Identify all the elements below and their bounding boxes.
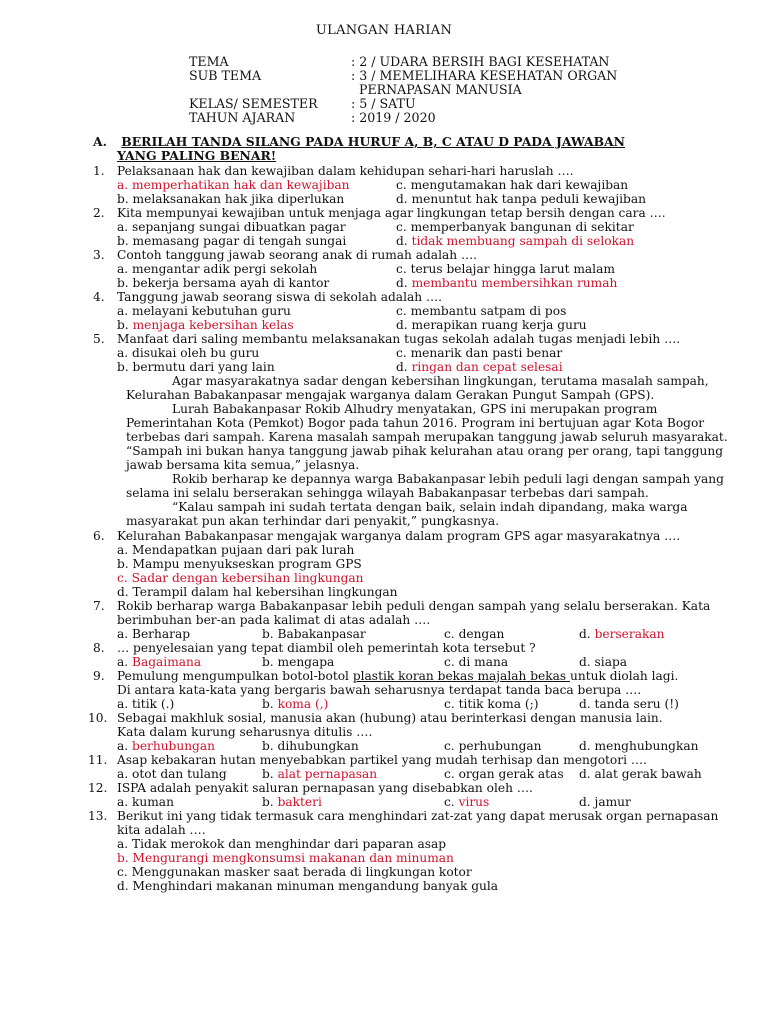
q11-number: 11.: [88, 753, 108, 767]
q5-option-b: b. bermutu dari yang lain: [117, 360, 275, 374]
q9-underlined-words: plastik koran bekas majalah bekas: [352, 669, 570, 683]
q3-option-d: [396, 276, 617, 290]
q7-option-c: c. dengan: [444, 627, 505, 641]
q7-number: 7.: [93, 599, 105, 613]
q1-option-b: b. melaksanakan hak jika diperlukan: [117, 192, 345, 206]
q3-option-c: c. terus belajar hingga larut malam: [396, 262, 615, 276]
q5-option-c: c. menarik dan pasti benar: [396, 346, 563, 360]
q6-option-d: d. Terampil dalam hal kebersihan lingkungan: [117, 585, 398, 599]
q10-option-a: [117, 739, 215, 753]
q8-option-a-text: Bagaimana: [132, 655, 202, 669]
exam-title: ULANGAN HARIAN: [315, 23, 453, 38]
passage-line: “Kalau sampah ini sudah tertata dengan baik, selain indah dipandang, maka warga: [172, 500, 688, 514]
q12-option-c-letter: c.: [444, 795, 455, 809]
q1-option-c: c. mengutamakan hak dari kewajiban: [396, 178, 629, 192]
q6-option-c: c. Sadar dengan kebersihan lingkungan: [117, 571, 364, 585]
q11-option-c: c. organ gerak atas: [444, 767, 564, 781]
passage-line: masyarakat pun akan terhindar dari penyakit,” pungkasnya.: [126, 514, 499, 528]
q2-option-d-letter: d.: [396, 234, 408, 248]
q10-option-a-text: berhubungan: [132, 739, 215, 753]
q5-option-d-letter: d.: [396, 360, 408, 374]
q4-option-d: d. merapikan ruang kerja guru: [396, 318, 587, 332]
q7-option-d: [579, 627, 664, 641]
section-heading: [93, 135, 673, 163]
passage-line: “Sampah ini bukan hanya tanggung jawab pihak kelurahan atau orang per orang, tapi tanggung: [126, 444, 723, 458]
q8-option-a: [117, 655, 201, 669]
q9-option-c: c. titik koma (;): [444, 697, 539, 711]
q2-option-a: a. sepanjang sungai dibuatkan pagar: [117, 220, 346, 234]
kelas-label: KELAS/ SEMESTER: [189, 96, 318, 111]
q10-option-b: b. dihubungkan: [262, 739, 359, 753]
q2-number: 2.: [93, 206, 105, 220]
q11-option-b: [262, 767, 377, 781]
q5-option-d: [396, 360, 563, 374]
q2-option-c: c. memperbanyak bangunan di sekitar: [396, 220, 634, 234]
q4-option-b-letter: b.: [117, 318, 129, 332]
q12-option-b: [262, 795, 322, 809]
q4-option-c: c. membantu satpam di pos: [396, 304, 567, 318]
q12-number: 12.: [88, 781, 108, 795]
q13-option-d: d. Menghindari makanan minuman mengandung banyak gula: [117, 879, 499, 893]
q8-question: … penyelesaian yang tepat diambil oleh pemerintah kota tersebut ?: [117, 641, 536, 655]
q11-option-a: a. otot dan tulang: [117, 767, 227, 781]
tahun-label: TAHUN AJARAN: [189, 110, 296, 125]
q7-question-cont: berimbuhan ber-an pada kalimat di atas adalah ….: [117, 613, 431, 627]
q8-option-d: d. siapa: [579, 655, 628, 669]
q1-number: 1.: [93, 164, 105, 178]
q10-question-cont: Kata dalam kurung seharusnya ditulis ….: [117, 725, 373, 739]
passage-line: Lurah Babakanpasar Rokib Alhudry menyatakan, GPS ini merupakan program: [172, 402, 658, 416]
q13-question-cont: kita adalah ….: [117, 823, 206, 837]
q7-option-b: b. Babakanpasar: [262, 627, 366, 641]
q13-question: Berikut ini yang tidak termasuk cara menghindari zat-zat yang dapat merusak organ pernapasan: [117, 809, 719, 823]
q6-number: 6.: [93, 529, 105, 543]
q4-number: 4.: [93, 290, 105, 304]
q4-option-b: [117, 318, 294, 332]
q13-option-b: b. Mengurangi mengkonsumsi makanan dan minuman: [117, 851, 454, 865]
q13-number: 13.: [88, 809, 108, 823]
q12-option-b-letter: b.: [262, 795, 274, 809]
tema-label: TEMA: [189, 54, 229, 69]
q11-question: Asap kebakaran hutan menyebabkan partikel yang mudah terhisap dan mengotori ….: [117, 753, 647, 767]
subtema-value: : 3 / MEMELIHARA KESEHATAN ORGAN: [351, 68, 618, 83]
q5-question: Manfaat dari saling membantu melaksanakan tugas sekolah adalah tugas menjadi lebih ….: [117, 332, 681, 346]
q3-number: 3.: [93, 248, 105, 262]
q4-option-a: a. melayani kebutuhan guru: [117, 304, 291, 318]
q9-option-b: [262, 697, 328, 711]
passage-line: Agar masyarakatnya sadar dengan kebersihan lingkungan, terutama masalah sampah,: [172, 374, 709, 388]
q8-option-b: b. mengapa: [262, 655, 335, 669]
q9-option-a: a. titik (.): [117, 697, 175, 711]
section-line2: YANG PALING BENAR!: [117, 148, 277, 163]
q3-option-b: b. bekerja bersama ayah di kantor: [117, 276, 330, 290]
q9-number: 9.: [93, 669, 105, 683]
q5-option-d-text: ringan dan cepat selesai: [411, 360, 563, 374]
q8-option-a-letter: a.: [117, 655, 129, 669]
section-letter: A.: [93, 134, 107, 149]
q10-number: 10.: [88, 711, 108, 725]
q7-question: Rokib berharap warga Babakanpasar lebih peduli dengan sampah yang selalu berserakan. Kata: [117, 599, 711, 613]
passage-line: Pemerintahan Kota (Pemkot) Bogor pada tahun 2016. Program ini bertujuan agar Kota Bogor: [126, 416, 705, 430]
q12-option-c-text: virus: [458, 795, 490, 809]
q9-question-end: untuk diolah lagi.: [570, 669, 679, 683]
tema-value: : 2 / UDARA BERSIH BAGI KESEHATAN: [351, 54, 610, 69]
q13-option-a: a. Tidak merokok dan menghindar dari paparan asap: [117, 837, 447, 851]
q4-option-b-text: menjaga kebersihan kelas: [132, 318, 294, 332]
q9-option-b-text: koma (,): [277, 697, 329, 711]
q8-option-c: c. di mana: [444, 655, 509, 669]
q9-question-start: Pemulung mengumpulkan botol-botol: [117, 669, 353, 683]
subtema-label: SUB TEMA: [189, 68, 262, 83]
q2-option-d: [396, 234, 634, 248]
q8-number: 8.: [93, 641, 105, 655]
q2-question: Kita mempunyai kewajiban untuk menjaga agar lingkungan tetap bersih dengan cara ….: [117, 206, 666, 220]
section-line1: BERILAH TANDA SILANG PADA HURUF A, B, C ATAU D PADA JAWABAN: [121, 134, 625, 149]
q6-option-a: a. Mendapatkan pujaan dari pak lurah: [117, 543, 355, 557]
q12-question: ISPA adalah penyakit saluran pernapasan yang disebabkan oleh ….: [117, 781, 533, 795]
q12-option-d: d. jamur: [579, 795, 631, 809]
q1-question: Pelaksanaan hak dan kewajiban dalam kehidupan sehari-hari haruslah ….: [117, 164, 574, 178]
passage-line: Kelurahan Babakanpasar mengajak warganya dalam Gerakan Pungut Sampah (GPS).: [126, 388, 655, 402]
q2-option-b: b. memasang pagar di tengah sungai: [117, 234, 347, 248]
q9-option-b-letter: b.: [262, 697, 274, 711]
q12-option-b-text: bakteri: [277, 795, 322, 809]
q2-option-d-text: tidak membuang sampah di selokan: [411, 234, 635, 248]
q7-option-a: a. Berharap: [117, 627, 191, 641]
q7-option-d-letter: d.: [579, 627, 591, 641]
kelas-value: : 5 / SATU: [351, 96, 416, 111]
q1-option-a: a. memperhatikan hak dan kewajiban: [117, 178, 350, 192]
passage-line: terbebas dari sampah. Karena masalah sampah merupakan tanggung jawab seluruh masyarakat.: [126, 430, 728, 444]
q11-option-b-letter: b.: [262, 767, 274, 781]
q11-option-b-text: alat pernapasan: [277, 767, 378, 781]
q11-option-d: d. alat gerak bawah: [579, 767, 702, 781]
q9-question-cont: Di antara kata-kata yang bergaris bawah seharusnya terdapat tanda baca berupa ….: [117, 683, 642, 697]
q1-option-d: d. menuntut hak tanpa peduli kewajiban: [396, 192, 646, 206]
q4-question: Tanggung jawab seorang siswa di sekolah adalah ….: [117, 290, 443, 304]
q3-question: Contoh tanggung jawab seorang anak di rumah adalah ….: [117, 248, 478, 262]
q10-option-c: c. perhubungan: [444, 739, 542, 753]
q5-option-a: a. disukai oleh bu guru: [117, 346, 260, 360]
q10-option-a-letter: a.: [117, 739, 129, 753]
q12-option-c: [444, 795, 489, 809]
q5-number: 5.: [93, 332, 105, 346]
tahun-value: : 2019 / 2020: [351, 110, 436, 125]
q3-option-d-text: membantu membersihkan rumah: [411, 276, 618, 290]
q6-option-b: b. Mampu menyukseskan program GPS: [117, 557, 362, 571]
q9-question: [117, 669, 678, 683]
q9-option-d: d. tanda seru (!): [579, 697, 679, 711]
q7-option-d-text: berserakan: [594, 627, 665, 641]
q3-option-d-letter: d.: [396, 276, 408, 290]
q10-option-d: d. menghubungkan: [579, 739, 699, 753]
q6-question: Kelurahan Babakanpasar mengajak warganya dalam program GPS agar masyarakatnya ….: [117, 529, 681, 543]
q3-option-a: a. mengantar adik pergi sekolah: [117, 262, 318, 276]
subtema-value-2: PERNAPASAN MANUSIA: [359, 82, 522, 97]
q13-option-c: c. Menggunakan masker saat berada di lingkungan kotor: [117, 865, 472, 879]
passage-line: Rokib berharap ke depannya warga Babakanpasar lebih peduli lagi dengan sampah yang: [172, 472, 724, 486]
q12-option-a: a. kuman: [117, 795, 174, 809]
passage-line: selama ini selalu berserakan sehingga wilayah Babakanpasar terbebas dari sampah.: [126, 486, 649, 500]
q10-question: Sebagai makhluk sosial, manusia akan (hubung) atau berinterkasi dengan manusia lain.: [117, 711, 663, 725]
passage-line: jawab bersama kita semua,” jelasnya.: [126, 458, 360, 472]
